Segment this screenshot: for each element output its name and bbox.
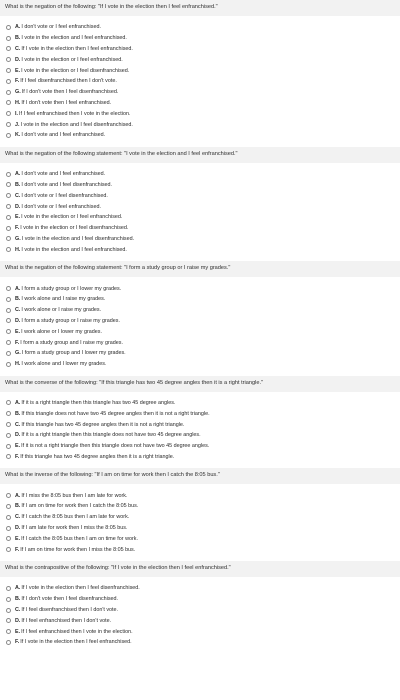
radio-button-icon[interactable] [6, 586, 11, 591]
radio-button-icon[interactable] [6, 454, 11, 459]
answer-option[interactable] [6, 169, 400, 180]
radio-button-icon[interactable] [6, 182, 11, 187]
option-letter: A. [15, 585, 21, 592]
answer-option[interactable] [6, 305, 400, 316]
radio-button-icon[interactable] [6, 286, 11, 291]
question-prompt: What is the contrapositive of the following: "If I vote in the election then I feel enfranchised." [0, 561, 400, 577]
question-block [0, 468, 400, 561]
answer-option[interactable] [6, 87, 400, 98]
option-text: I form a study group or I raise my grades. [21, 317, 120, 324]
answer-option[interactable] [6, 441, 400, 452]
option-letter: A. [15, 399, 21, 406]
radio-button-icon[interactable] [6, 111, 11, 116]
radio-button-icon[interactable] [6, 90, 11, 95]
option-letter: J. [15, 121, 20, 128]
option-text: If it is a right triangle then this triangle has two 45 degree angles. [21, 399, 176, 406]
option-letter: D. [15, 617, 21, 624]
option-letter: A. [15, 492, 21, 499]
option-text: I don't vote and I feel disenfranchised. [21, 181, 113, 188]
answer-option[interactable] [6, 76, 400, 87]
option-letter: B. [15, 296, 21, 303]
option-letter: I. [15, 110, 18, 117]
option-letter: G. [15, 89, 21, 96]
option-letter: G. [15, 235, 21, 242]
option-text: I vote in the election or I feel enfranchised. [21, 56, 123, 63]
option-text: If I vote in the election then I feel disenfranchised. [21, 585, 140, 592]
option-text: I work alone or I raise my grades. [21, 307, 102, 314]
answer-option[interactable] [6, 615, 400, 626]
radio-button-icon[interactable] [6, 100, 11, 105]
radio-button-icon[interactable] [6, 608, 11, 613]
radio-button-icon[interactable] [6, 433, 11, 438]
radio-button-icon[interactable] [6, 618, 11, 623]
radio-button-icon[interactable] [6, 526, 11, 531]
radio-button-icon[interactable] [6, 640, 11, 645]
radio-button-icon[interactable] [6, 422, 11, 427]
option-letter: C. [15, 607, 21, 614]
answer-option[interactable] [6, 544, 400, 555]
option-text: If I feel enfranchised then I don't vote. [21, 617, 112, 624]
option-text: I don't vote or I feel disenfranchised. [21, 192, 108, 199]
option-text: I don't vote and I feel enfranchised. [21, 171, 106, 178]
option-text: If I vote in the election then I feel enfranchised. [21, 45, 133, 52]
radio-button-icon[interactable] [6, 57, 11, 62]
answer-option[interactable] [6, 212, 400, 223]
radio-button-icon[interactable] [6, 444, 11, 449]
option-text: If I feel enfranchised then I vote in the election. [19, 110, 131, 117]
radio-button-icon[interactable] [6, 515, 11, 520]
option-letter: F. [15, 453, 20, 460]
answer-options [0, 577, 400, 654]
option-letter: H. [15, 246, 21, 253]
option-letter: E. [15, 535, 21, 542]
radio-button-icon[interactable] [6, 122, 11, 127]
radio-button-icon[interactable] [6, 504, 11, 509]
option-letter: D. [15, 432, 21, 439]
radio-button-icon[interactable] [6, 547, 11, 552]
radio-button-icon[interactable] [6, 226, 11, 231]
option-letter: D. [15, 56, 21, 63]
question-prompt: What is the negation of the following statement: "I form a study group or I raise my grades." [0, 261, 400, 277]
answer-option[interactable] [6, 408, 400, 419]
answer-option[interactable] [6, 583, 400, 594]
radio-button-icon[interactable] [6, 400, 11, 405]
option-letter: F. [15, 546, 20, 553]
answer-option[interactable] [6, 33, 400, 44]
option-text: If it is a right triangle then this triangle does not have two 45 degree angles. [21, 432, 201, 439]
answer-option[interactable] [6, 326, 400, 337]
radio-button-icon[interactable] [6, 172, 11, 177]
option-text: I vote in the election and I feel enfranchised. [21, 246, 127, 253]
option-text: If I don't vote then I feel disenfranchised. [21, 89, 119, 96]
option-letter: H. [15, 99, 21, 106]
option-text: If I don't vote then I feel enfranchised. [21, 99, 112, 106]
answer-option[interactable] [6, 244, 400, 255]
option-letter: C. [15, 192, 21, 199]
option-letter: A. [15, 285, 21, 292]
radio-button-icon[interactable] [6, 329, 11, 334]
option-letter: F. [15, 225, 20, 232]
answer-option[interactable] [6, 626, 400, 637]
option-letter: F. [15, 78, 20, 85]
option-text: I don't vote or I feel enfranchised. [21, 203, 101, 210]
option-letter: F. [15, 339, 20, 346]
radio-button-icon[interactable] [6, 204, 11, 209]
answer-option[interactable] [6, 130, 400, 141]
option-letter: H. [15, 361, 21, 368]
option-text: If this triangle has two 45 degree angles then it is a right triangle. [20, 453, 175, 460]
option-text: If this triangle does not have two 45 degree angles then it is not a right triangle. [21, 410, 210, 417]
answer-option[interactable] [6, 65, 400, 76]
option-text: If it is not a right triangle then this triangle does not have two 45 degree angles. [21, 443, 210, 450]
answer-options [0, 163, 400, 261]
answer-options [0, 484, 400, 561]
radio-button-icon[interactable] [6, 247, 11, 252]
option-letter: D. [15, 525, 21, 532]
option-text: I form a study group and I lower my grades. [21, 350, 126, 357]
option-letter: C. [15, 307, 21, 314]
question-prompt: What is the converse of the following: "If this triangle has two 45 degree angles then it is a right triangle." [0, 376, 400, 392]
option-letter: B. [15, 181, 21, 188]
option-text: If I miss the 8:05 bus then I am late for work. [21, 492, 128, 499]
option-text: I don't vote and I feel enfranchised. [21, 132, 106, 139]
question-block [0, 0, 400, 147]
radio-button-icon[interactable] [6, 25, 11, 30]
answer-option[interactable] [6, 359, 400, 370]
radio-button-icon[interactable] [6, 133, 11, 138]
answer-option[interactable] [6, 452, 400, 463]
option-text: I vote in the election and I feel disenfranchised. [20, 121, 133, 128]
answer-option[interactable] [6, 501, 400, 512]
option-letter: D. [15, 203, 21, 210]
answer-option[interactable] [6, 294, 400, 305]
option-text: If I feel disenfranchised then I don't vote. [21, 607, 119, 614]
option-text: I vote in the election or I feel enfranchised. [21, 214, 123, 221]
answer-option[interactable] [6, 637, 400, 648]
option-text: If I vote in the election then I feel enfranchised. [20, 639, 132, 646]
answer-option[interactable] [6, 190, 400, 201]
option-letter: A. [15, 24, 21, 31]
answer-option[interactable] [6, 283, 400, 294]
option-text: If I am on time for work then I miss the 8:05 bus. [20, 546, 136, 553]
option-letter: C. [15, 514, 21, 521]
question-block [0, 261, 400, 375]
radio-button-icon[interactable] [6, 193, 11, 198]
radio-button-icon[interactable] [6, 36, 11, 41]
option-text: If I am on time for work then I catch the 8:05 bus. [21, 503, 139, 510]
option-letter: G. [15, 350, 21, 357]
answer-option[interactable] [6, 337, 400, 348]
radio-button-icon[interactable] [6, 318, 11, 323]
option-text: If I feel enfranchised then I vote in the election. [21, 628, 133, 635]
answer-option[interactable] [6, 523, 400, 534]
answer-option[interactable] [6, 419, 400, 430]
option-letter: E. [15, 214, 21, 221]
question-block [0, 376, 400, 469]
radio-button-icon[interactable] [6, 493, 11, 498]
option-letter: F. [15, 639, 20, 646]
answer-option[interactable] [6, 108, 400, 119]
radio-button-icon[interactable] [6, 297, 11, 302]
answer-option[interactable] [6, 316, 400, 327]
question-prompt: What is the inverse of the following: "If I am on time for work then I catch the 8:05 bus." [0, 468, 400, 484]
question-block [0, 561, 400, 654]
option-text: If I am late for work then I miss the 8:05 bus. [21, 525, 128, 532]
option-letter: K. [15, 132, 21, 139]
radio-button-icon[interactable] [6, 215, 11, 220]
option-letter: B. [15, 35, 21, 42]
radio-button-icon[interactable] [6, 629, 11, 634]
option-letter: E. [15, 443, 21, 450]
option-letter: A. [15, 171, 21, 178]
option-letter: E. [15, 628, 21, 635]
answer-option[interactable] [6, 490, 400, 501]
option-text: I vote in the election and I feel enfranchised. [21, 35, 127, 42]
radio-button-icon[interactable] [6, 340, 11, 345]
answer-option[interactable] [6, 180, 400, 191]
answer-option[interactable] [6, 54, 400, 65]
option-text: I vote in the election or I feel disenfranchised. [21, 67, 130, 74]
radio-button-icon[interactable] [6, 411, 11, 416]
answer-option[interactable] [6, 430, 400, 441]
answer-option[interactable] [6, 98, 400, 109]
option-text: I work alone and I lower my grades. [21, 361, 107, 368]
answer-option[interactable] [6, 201, 400, 212]
radio-button-icon[interactable] [6, 79, 11, 84]
answer-option[interactable] [6, 512, 400, 523]
option-text: I don't vote or I feel enfranchised. [21, 24, 101, 31]
answer-options [0, 277, 400, 375]
option-text: If this triangle has two 45 degree angles then it is not a right triangle. [21, 421, 185, 428]
answer-option[interactable] [6, 234, 400, 245]
radio-button-icon[interactable] [6, 536, 11, 541]
question-block [0, 147, 400, 261]
option-text: If I catch the 8:05 bus then I am late for work. [21, 514, 130, 521]
radio-button-icon[interactable] [6, 68, 11, 73]
option-letter: E. [15, 328, 21, 335]
radio-button-icon[interactable] [6, 308, 11, 313]
answer-option[interactable] [6, 44, 400, 55]
question-prompt: What is the negation of the following statement: "I vote in the election and I feel enfranchised." [0, 147, 400, 163]
option-text: I vote in the election and I feel disenfranchised. [21, 235, 135, 242]
answer-option[interactable] [6, 223, 400, 234]
option-letter: D. [15, 317, 21, 324]
answer-options [0, 392, 400, 469]
option-letter: B. [15, 410, 21, 417]
answer-options [0, 16, 400, 147]
question-prompt: What is the negation of the following: "If I vote in the election then I feel enfranchised." [0, 0, 400, 16]
option-letter: E. [15, 67, 21, 74]
option-text: I form a study group or I lower my grades. [21, 285, 122, 292]
option-letter: C. [15, 45, 21, 52]
answer-option[interactable] [6, 594, 400, 605]
option-text: I vote in the election or I feel disenfranchised. [20, 225, 129, 232]
answer-option[interactable] [6, 398, 400, 409]
answer-option[interactable] [6, 22, 400, 33]
option-text: If I catch the 8:05 bus then I am on time for work. [21, 535, 138, 542]
answer-option[interactable] [6, 533, 400, 544]
option-letter: B. [15, 596, 21, 603]
answer-option[interactable] [6, 119, 400, 130]
option-letter: B. [15, 503, 21, 510]
radio-button-icon[interactable] [6, 46, 11, 51]
option-text: If I feel disenfranchised then I don't vote. [20, 78, 117, 85]
option-letter: C. [15, 421, 21, 428]
radio-button-icon[interactable] [6, 597, 11, 602]
radio-button-icon[interactable] [6, 362, 11, 367]
option-text: I work alone and I raise my grades. [21, 296, 106, 303]
option-text: I form a study group and I raise my grades. [20, 339, 123, 346]
option-text: If I don't vote then I feel disenfranchised. [21, 596, 119, 603]
option-text: I work alone or I lower my grades. [21, 328, 102, 335]
answer-option[interactable] [6, 605, 400, 616]
answer-option[interactable] [6, 348, 400, 359]
radio-button-icon[interactable] [6, 236, 11, 241]
radio-button-icon[interactable] [6, 351, 11, 356]
